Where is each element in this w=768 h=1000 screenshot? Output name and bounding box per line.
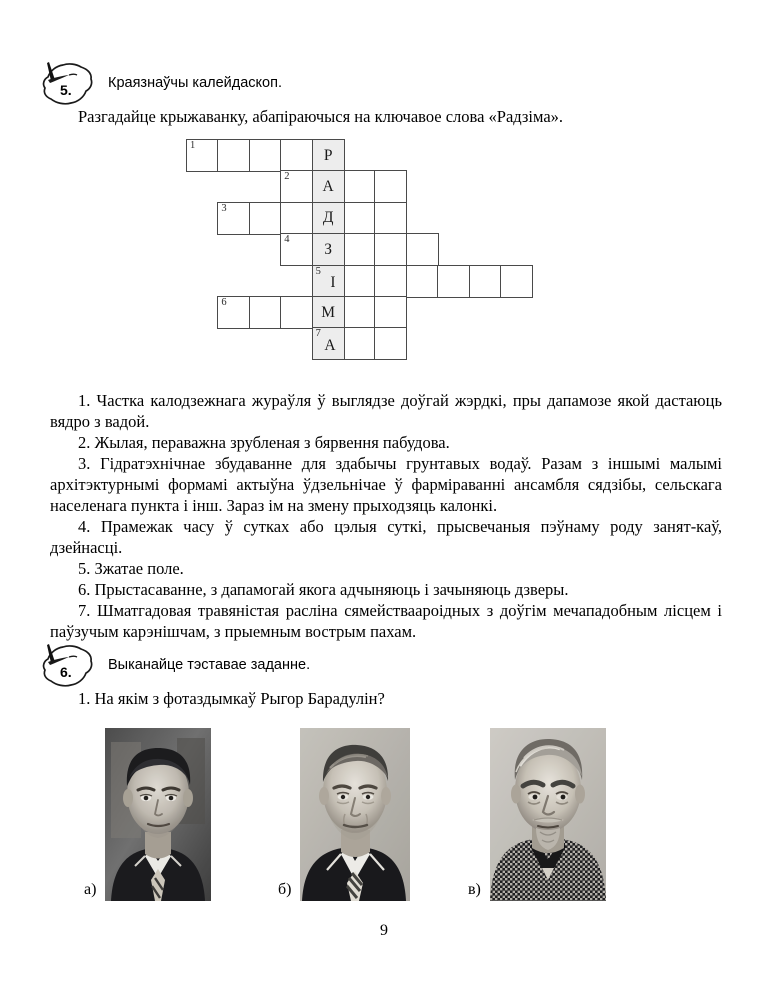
- crossword-cell-number: 4: [284, 234, 290, 246]
- crossword-key-cell[interactable]: [312, 170, 345, 203]
- section-6-header: [36, 640, 310, 690]
- clue-1: 1. Частка калодзежнага жураўля ў выглядзе доўгай жэрдкі, пры дапамозе якой дастаюць вядро з вадой.: [50, 391, 722, 431]
- belarus-map-quill-icon: [36, 58, 98, 108]
- belarus-map-quill-icon: [36, 640, 98, 690]
- crossword-cell[interactable]: [249, 296, 282, 329]
- clue-3: 3. Гідратэхнічнае збудаванне для здабычы грунтавых водаў. Разам з іншымі малымі архітэктурнымі формамі актыўна ўдзельнічае ў фарміраванні ансамбля сядзібы, сельскага населенага пункта і інш. Зараз ім на змену прыходзяць калонкі.: [50, 454, 722, 515]
- crossword-cell[interactable]: [406, 233, 439, 266]
- page-number: 9: [380, 922, 388, 939]
- clue-6: 6. Прыстасаванне, з дапамогай якога адчыняюць і зачыняюць дзверы.: [78, 580, 569, 599]
- crossword-cell-number: 1: [190, 140, 196, 151]
- section-5-badge-number: 5.: [60, 82, 72, 98]
- crossword-cell[interactable]: [437, 265, 470, 298]
- clue-7: 7. Шматгадовая травяністая расліна сямействаароідных з доўгім мечападобным лісцем і паўзучым карэнішчам, з прыемным вострым пахам.: [50, 601, 722, 641]
- crossword-cell-number: 3: [221, 202, 227, 214]
- crossword-row-5: [312, 265, 532, 296]
- crossword-cell[interactable]: [374, 233, 407, 266]
- crossword-cell[interactable]: [217, 296, 250, 329]
- crossword-cell[interactable]: [374, 202, 407, 235]
- crossword-row-3: [217, 202, 405, 233]
- crossword-key-letter: А: [322, 177, 334, 195]
- crossword-cell[interactable]: [217, 139, 250, 172]
- section-6-badge-number: 6.: [60, 664, 72, 680]
- crossword-cell[interactable]: [249, 202, 282, 235]
- crossword-key-letter: Р: [323, 146, 333, 164]
- crossword-cell[interactable]: [217, 202, 250, 235]
- photo-option-a[interactable]: [84, 728, 211, 901]
- section-6-question: 1. На якім з фотаздымкаў Рыгор Барадулін?: [78, 689, 385, 708]
- portrait-image-b: [300, 728, 410, 901]
- crossword-cell[interactable]: [343, 202, 376, 235]
- crossword-key-letter: З: [324, 240, 332, 258]
- crossword-cell[interactable]: [406, 265, 439, 298]
- portrait-image-c: [490, 728, 606, 901]
- crossword-cell[interactable]: [343, 233, 376, 266]
- crossword-cell[interactable]: [280, 139, 313, 172]
- crossword-cell-number: 7: [315, 328, 321, 340]
- crossword-cell[interactable]: [280, 296, 313, 329]
- crossword-cell[interactable]: [343, 327, 376, 360]
- crossword-key-cell[interactable]: [312, 202, 345, 235]
- crossword-cell[interactable]: [280, 202, 313, 235]
- section-6-title: Выканайце тэставае заданне.: [108, 657, 311, 673]
- clue-4: 4. Прамежак часу ў сутках або цэлыя суткі, прысвечаныя пэўнаму роду занят-каў, дзейнасці.: [50, 517, 722, 557]
- crossword-cell[interactable]: [500, 265, 533, 298]
- clue-5: 5. Зжатае поле.: [78, 559, 184, 578]
- crossword-key-letter: Д: [322, 209, 334, 227]
- crossword-cell[interactable]: [343, 170, 376, 203]
- section-5-title: Краязнаўчы калейдаскоп.: [108, 75, 282, 91]
- crossword-cell[interactable]: [374, 170, 407, 203]
- crossword-row-2: [280, 170, 406, 201]
- crossword-cell-number: 6: [221, 297, 227, 308]
- crossword-row-7: [312, 327, 406, 358]
- photo-option-c[interactable]: [468, 728, 606, 901]
- photo-label-a: а): [84, 881, 97, 898]
- clue-2: 2. Жылая, пераважна зрубленая з бярвення пабудова.: [78, 433, 450, 452]
- crossword-key-cell[interactable]: [312, 233, 345, 266]
- crossword-cell-number: 2: [284, 171, 290, 183]
- crossword-cell[interactable]: [469, 265, 502, 298]
- crossword-key-cell[interactable]: [312, 139, 345, 172]
- crossword-key-letter: І: [330, 273, 336, 291]
- crossword-key-cell[interactable]: [312, 296, 345, 329]
- crossword-key-letter: А: [324, 336, 336, 354]
- crossword-cell[interactable]: [374, 265, 407, 298]
- crossword-key-letter: М: [321, 303, 335, 321]
- crossword-cell[interactable]: [249, 139, 282, 172]
- crossword-row-4: [280, 233, 437, 264]
- photo-option-b[interactable]: [278, 728, 410, 901]
- crossword-cell[interactable]: [374, 327, 407, 360]
- crossword-key-cell[interactable]: [312, 265, 345, 298]
- crossword-row-1: [186, 139, 343, 170]
- section-5-intro: Разгадайце крыжаванку, абапіраючыся на ключавое слова «Радзіма».: [78, 107, 564, 126]
- crossword-cell[interactable]: [280, 233, 313, 266]
- crossword-cell[interactable]: [374, 296, 407, 329]
- photo-options-row: [0, 728, 768, 918]
- crossword-cell-number: 5: [315, 265, 321, 277]
- crossword-cell[interactable]: [343, 296, 376, 329]
- crossword-cell[interactable]: [186, 139, 219, 172]
- crossword-key-cell[interactable]: [312, 327, 345, 360]
- portrait-image-a: [105, 728, 211, 901]
- crossword-cell[interactable]: [280, 170, 313, 203]
- crossword-row-6: [217, 296, 405, 327]
- photo-label-b: б): [278, 881, 292, 898]
- section-5-header: [36, 58, 282, 108]
- photo-label-c: в): [468, 881, 481, 898]
- crossword-cell[interactable]: [343, 265, 376, 298]
